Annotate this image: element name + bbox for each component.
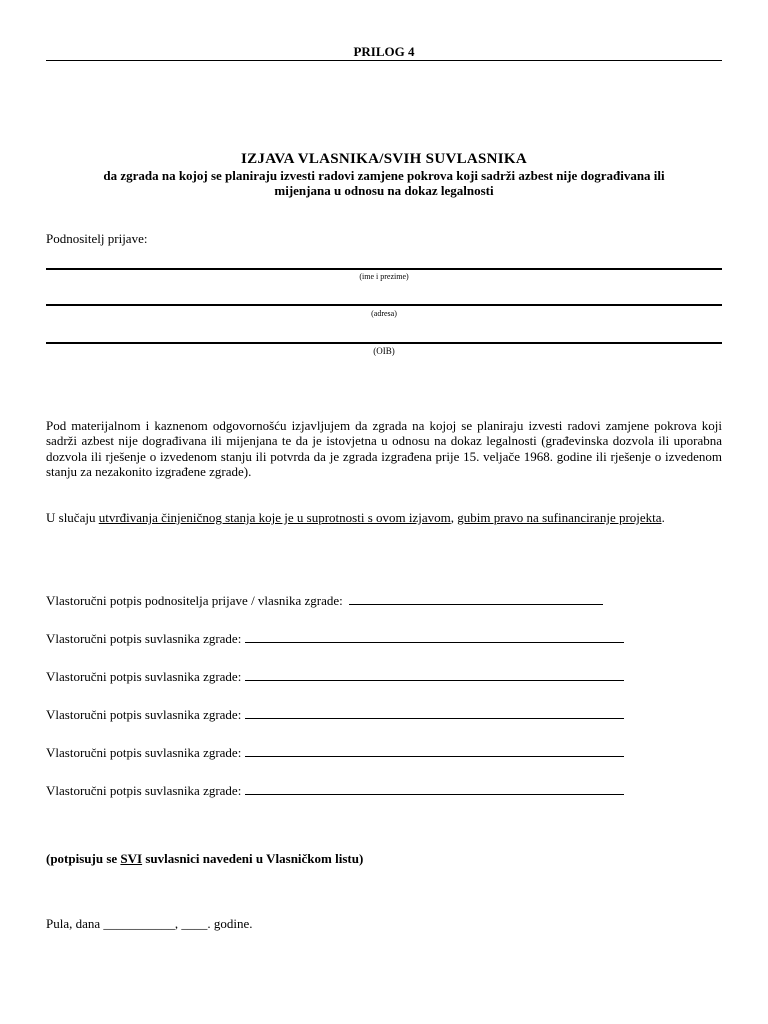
note-emphasis: SVI xyxy=(120,851,143,866)
signature-row-co-owner xyxy=(46,745,624,761)
signature-row-co-owner xyxy=(46,783,624,799)
signature-label-co-owner: Vlastoručni potpis suvlasnika zgrade: xyxy=(46,707,242,722)
subtitle-line-1: da zgrada na kojoj se planiraju izvesti radovi zamjene pokrova koji sadrži azbest nije dograđivana ili xyxy=(103,168,665,183)
signature-row-co-owner xyxy=(46,631,624,647)
signature-row-co-owner xyxy=(46,669,624,685)
date-blank[interactable]: ___________ xyxy=(103,916,175,931)
address-field-line[interactable] xyxy=(46,304,722,306)
year-suffix: . godine. xyxy=(207,916,253,931)
place-label: Pula, dana xyxy=(46,916,101,931)
warning-text xyxy=(46,510,722,525)
date-separator: , xyxy=(174,916,179,931)
signature-line-co-owner[interactable] xyxy=(245,669,624,681)
warning-prefix: U slučaju xyxy=(46,510,99,525)
signature-line-co-owner[interactable] xyxy=(245,707,624,719)
attachment-label: PRILOG 4 xyxy=(353,44,415,59)
name-field-caption: (ime i prezime) xyxy=(359,272,409,281)
signing-note xyxy=(46,851,363,867)
oib-field-line[interactable] xyxy=(46,342,722,344)
subtitle-line-2: mijenjana u odnosu na dokaz legalnosti xyxy=(274,183,494,198)
signature-line-co-owner[interactable] xyxy=(245,783,624,795)
oib-field-caption: (OIB) xyxy=(373,346,395,356)
warning-underlined-2: gubim pravo na sufinanciranje projekta xyxy=(457,510,662,525)
declaration-text: Pod materijalnom i kaznenom odgovornošću izjavljujem da zgrada na kojoj se planiraju izvesti radovi zamjene pokrova koji sadrži azbest nije dograđivana ili mijenjana te da je istovjetna u odnosu na dokaz legalnosti (građevinska dozvola ili uporabna dozvola ili rješenje o izvedenom stanju ili potvrda da je zgrada izgrađena prije 15. veljače 1968. godine ili rješenje o izvedenom stanju za nezakonito izgrađene zgrade). xyxy=(46,418,722,479)
name-field-line[interactable] xyxy=(46,268,722,270)
signature-label-co-owner: Vlastoručni potpis suvlasnika zgrade: xyxy=(46,783,242,798)
signature-label-co-owner: Vlastoručni potpis suvlasnika zgrade: xyxy=(46,745,242,760)
signature-line-applicant[interactable] xyxy=(349,593,603,605)
header-divider xyxy=(46,60,722,61)
signature-line-co-owner[interactable] xyxy=(245,631,624,643)
place-date-line xyxy=(46,916,253,932)
document-subtitle xyxy=(60,168,708,198)
note-prefix: (potpisuju se xyxy=(46,851,121,866)
applicant-label: Podnositelj prijave: xyxy=(46,231,148,246)
year-blank[interactable]: ____ xyxy=(181,916,208,931)
warning-suffix: . xyxy=(661,510,665,525)
warning-underlined-1: utvrđivanja činjeničnog stanja koje je u suprotnosti s ovom izjavom xyxy=(98,510,451,525)
signature-label-applicant: Vlastoručni potpis podnositelja prijave / vlasnika zgrade: xyxy=(46,593,343,608)
address-field-caption: (adresa) xyxy=(371,309,397,318)
signature-label-co-owner: Vlastoručni potpis suvlasnika zgrade: xyxy=(46,631,242,646)
document-title: IZJAVA VLASNIKA/SVIH SUVLASNIKA xyxy=(240,151,528,167)
signature-row-applicant xyxy=(46,593,603,609)
note-suffix: suvlasnici navedeni u Vlasničkom listu) xyxy=(142,851,364,866)
signature-row-co-owner xyxy=(46,707,624,723)
signature-line-co-owner[interactable] xyxy=(245,745,624,757)
warning-mid: , xyxy=(450,510,458,525)
signature-label-co-owner: Vlastoručni potpis suvlasnika zgrade: xyxy=(46,669,242,684)
